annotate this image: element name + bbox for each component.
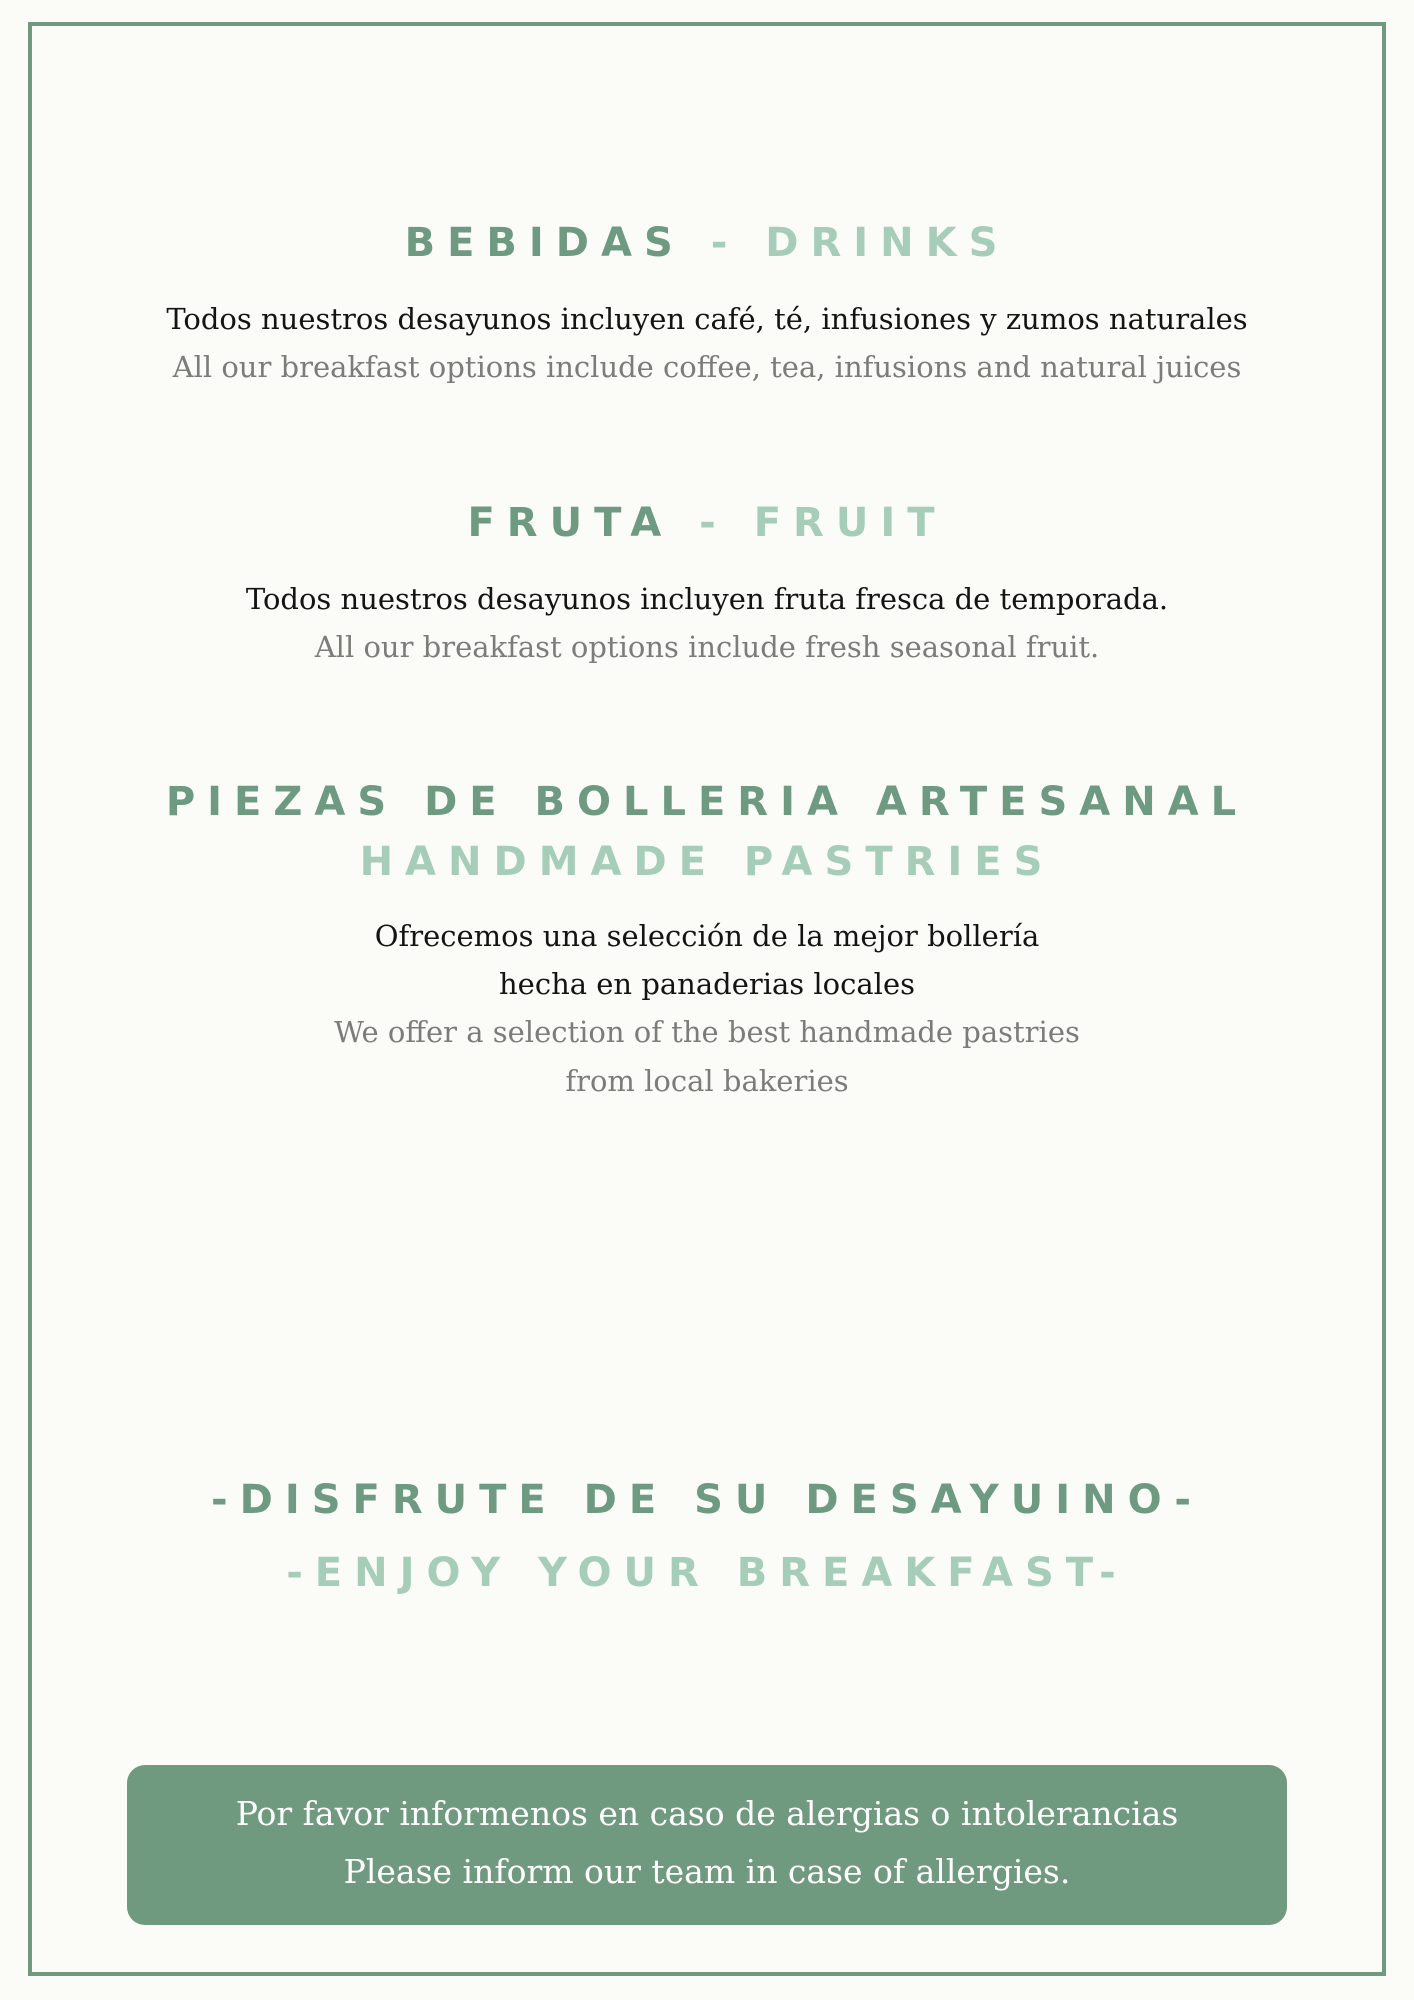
pastries-text-es-line1: Ofrecemos una selección de la mejor bollería [374,919,1040,953]
pastries-text-en-line2: from local bakeries [565,1064,849,1098]
drinks-separator: - [710,220,740,266]
allergy-banner [127,1765,1287,1925]
allergy-notice-en: Please inform our team in case of allergies. [343,1852,1071,1891]
fruit-title-en: FRUIT [753,500,947,546]
fruit-text-en: All our breakfast options include fresh seasonal fruit. [314,630,1100,664]
closing-es: -DISFRUTE DE SU DESAYUINO- [211,1477,1203,1523]
allergy-notice-es: Por favor informenos en caso de alergias o intolerancias [235,1794,1179,1833]
drinks-title-es: BEBIDAS [404,220,685,266]
closing-en: -ENJOY YOUR BREAKFAST- [286,1550,1128,1596]
fruit-separator: - [699,500,728,546]
drinks-text-en: All our breakfast options include coffee, tea, infusions and natural juices [172,350,1242,384]
pastries-title-es: PIEZAS DE BOLLERIA ARTESANAL [165,779,1249,825]
pastries-text-en-line1: We offer a selection of the best handmade pastries [334,1015,1080,1049]
drinks-title-en: DRINKS [765,220,1010,266]
pastries-title-en: HANDMADE PASTRIES [359,839,1055,885]
drinks-heading [0,217,1414,269]
fruit-heading [0,497,1414,549]
drinks-text-es: Todos nuestros desayunos incluyen café, té, infusiones y zumos naturales [166,302,1248,336]
fruit-title-es: FRUTA [467,500,674,546]
fruit-text-es: Todos nuestros desayunos incluyen fruta fresca de temporada. [245,582,1169,616]
pastries-text-es-line2: hecha en panaderias locales [499,967,915,1001]
